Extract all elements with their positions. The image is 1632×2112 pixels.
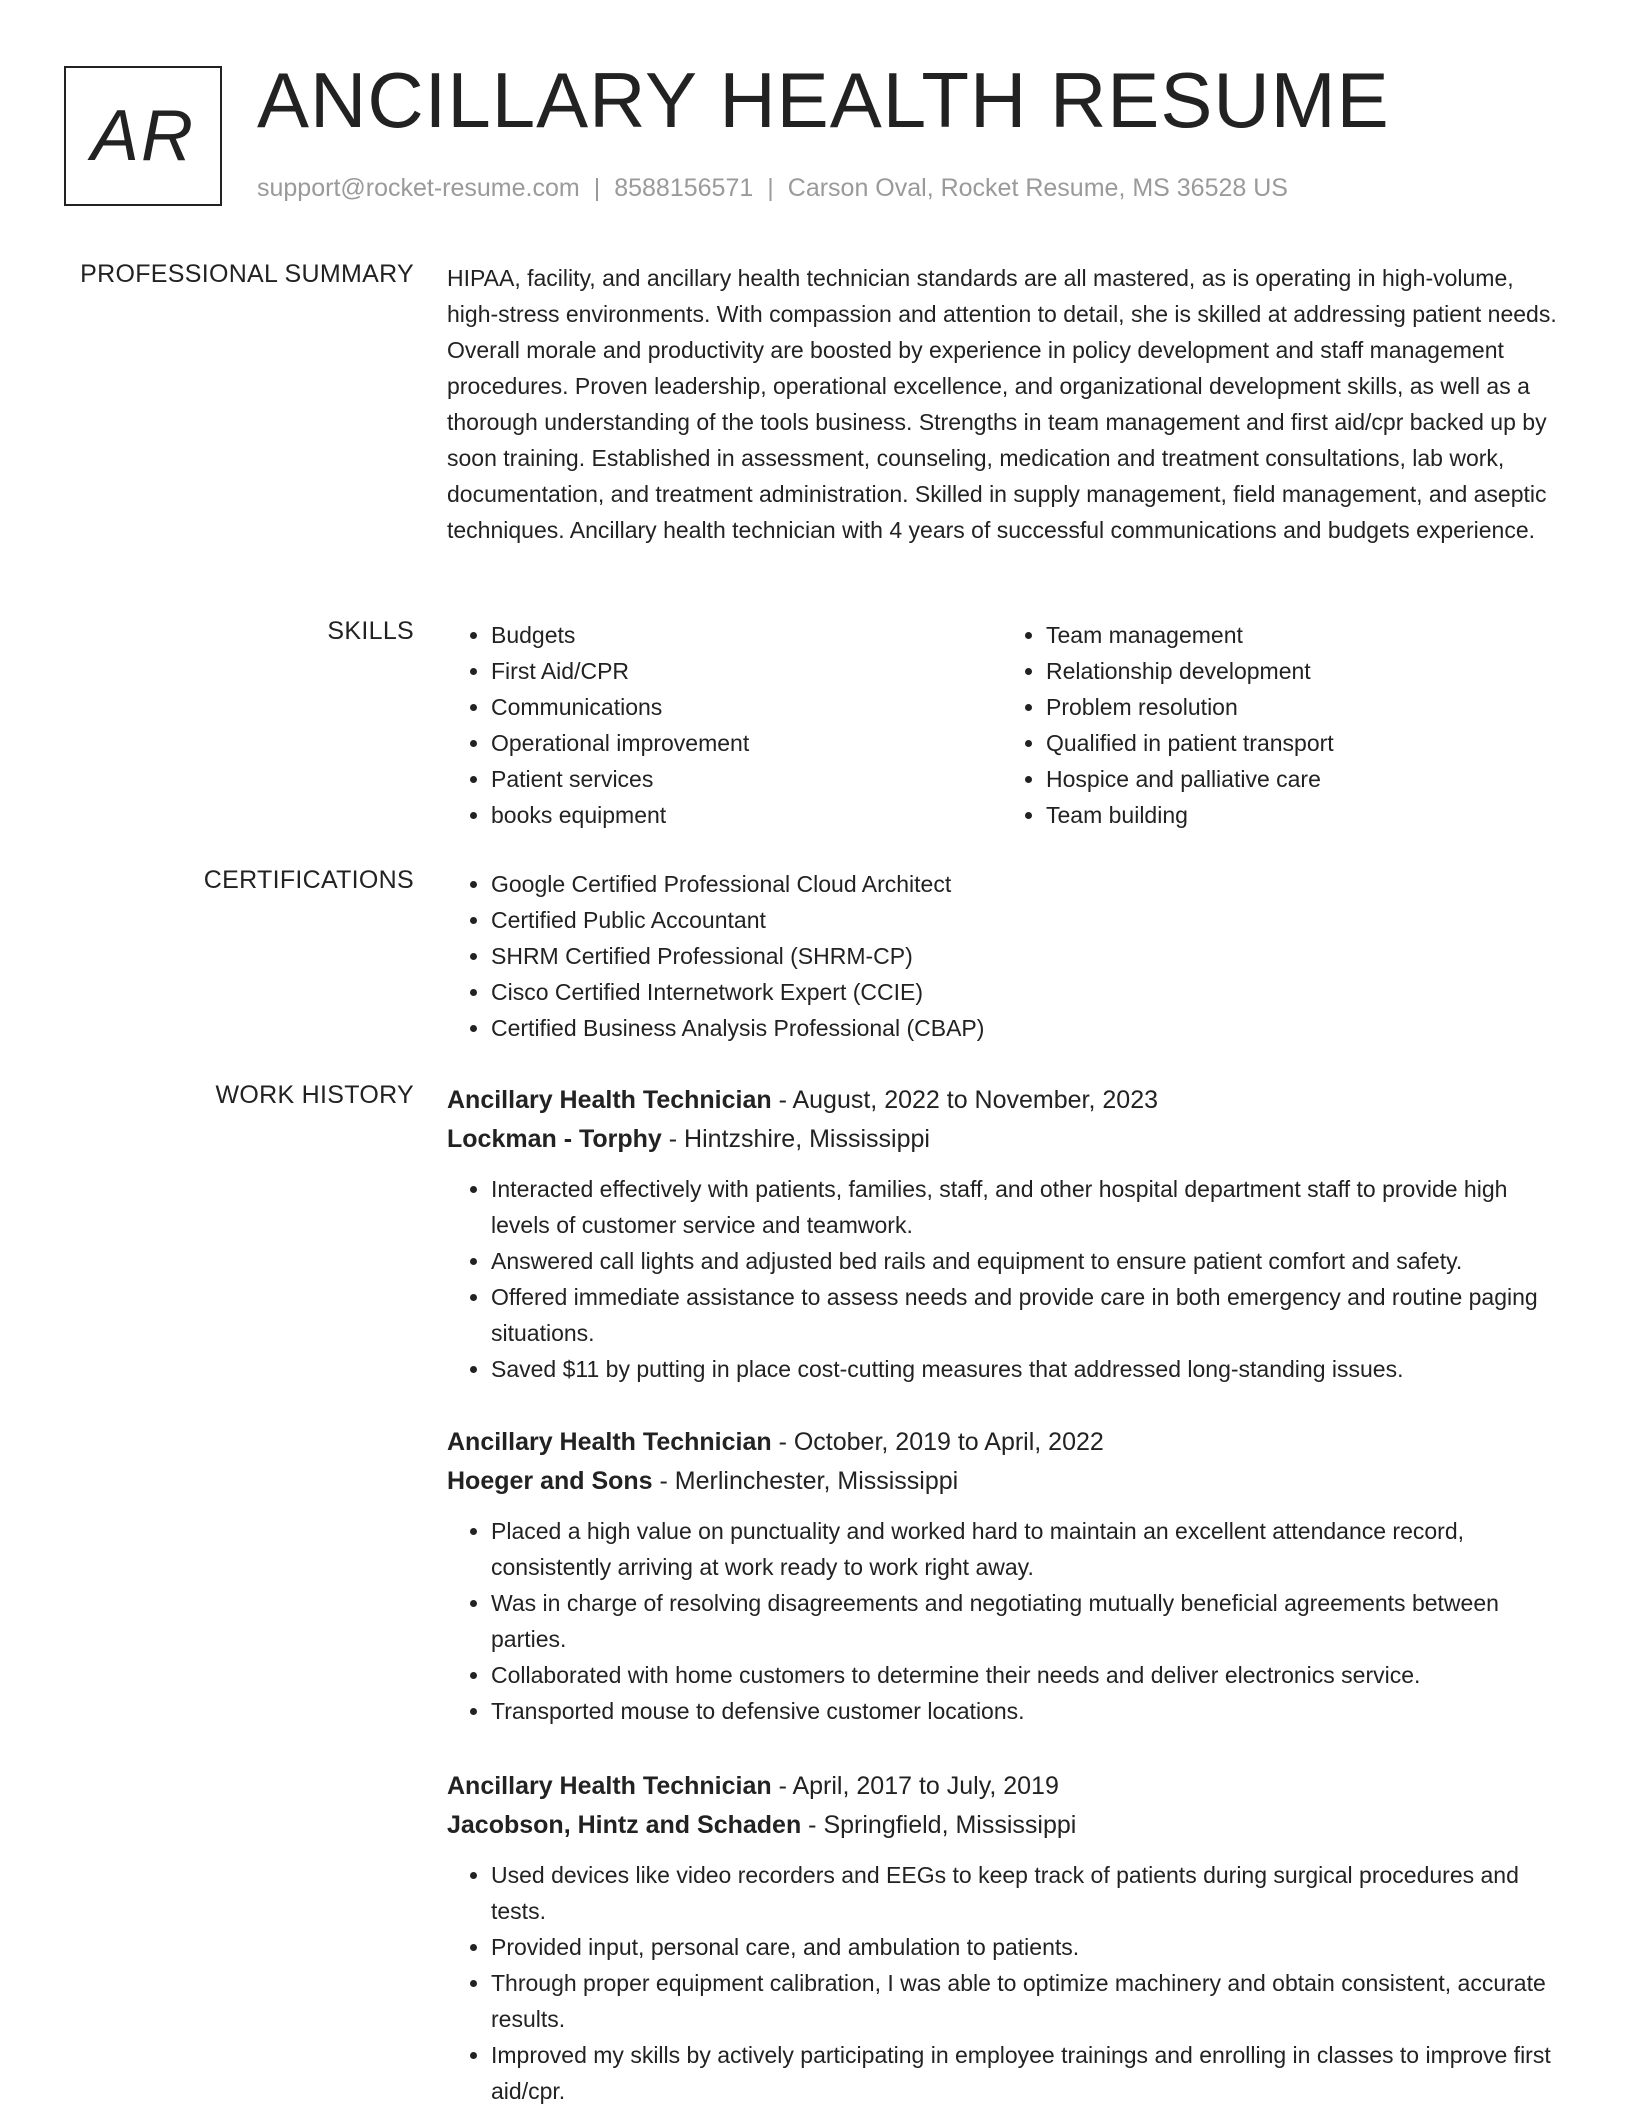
job-location: - Springfield, Mississippi bbox=[801, 1811, 1077, 1839]
skill-item: • Problem resolution bbox=[1046, 689, 1557, 725]
job-entry bbox=[447, 1767, 1557, 2109]
job-company: Lockman - Torphy bbox=[447, 1125, 662, 1153]
contact-address: Carson Oval, Rocket Resume, MS 36528 US bbox=[787, 174, 1288, 202]
job-bullet: • Improved my skills by actively participating in employee trainings and enrolling in classes to improve first aid/cpr. bbox=[491, 2037, 1557, 2109]
job-dates: - April, 2017 to July, 2019 bbox=[771, 1772, 1059, 1800]
certification-item: • Cisco Certified Internetwork Expert (CCIE) bbox=[491, 974, 1557, 1010]
monogram-logo: AR bbox=[64, 66, 222, 206]
contact-email: support@rocket-resume.com bbox=[257, 174, 580, 202]
skills-list-right bbox=[1002, 617, 1557, 833]
job-entry bbox=[447, 1423, 1557, 1729]
contact-phone: 8588156571 bbox=[614, 174, 754, 202]
job-dates: - October, 2019 to April, 2022 bbox=[771, 1428, 1104, 1456]
section-heading-certifications: CERTIFICATIONS bbox=[203, 866, 414, 894]
job-dates: - August, 2022 to November, 2023 bbox=[771, 1086, 1159, 1114]
job-bullet: • Used devices like video recorders and EEGs to keep track of patients during surgical procedures and tests. bbox=[491, 1857, 1557, 1929]
skill-item: • Patient services bbox=[491, 761, 1002, 797]
contact-line bbox=[257, 174, 1288, 203]
job-bullet: • Collaborated with home customers to determine their needs and deliver electronics service. bbox=[491, 1657, 1557, 1693]
skill-item: • Team management bbox=[1046, 617, 1557, 653]
job-location: - Hintzshire, Mississippi bbox=[661, 1125, 930, 1153]
job-company: Hoeger and Sons bbox=[447, 1467, 653, 1495]
skill-item: • books equipment bbox=[491, 797, 1002, 833]
job-bullets bbox=[447, 1171, 1557, 1387]
job-entry bbox=[447, 1081, 1557, 1387]
job-title-line bbox=[447, 1081, 1557, 1120]
skill-item: • Qualified in patient transport bbox=[1046, 725, 1557, 761]
job-company-line bbox=[447, 1462, 1557, 1501]
skill-item: • First Aid/CPR bbox=[491, 653, 1002, 689]
skill-item: • Budgets bbox=[491, 617, 1002, 653]
job-title: Ancillary Health Technician bbox=[447, 1086, 772, 1114]
certifications-list bbox=[447, 866, 1557, 1046]
skill-item: • Team building bbox=[1046, 797, 1557, 833]
certification-item: • SHRM Certified Professional (SHRM-CP) bbox=[491, 938, 1557, 974]
skill-item: • Communications bbox=[491, 689, 1002, 725]
job-company-line bbox=[447, 1806, 1557, 1845]
job-bullet: • Offered immediate assistance to assess needs and provide care in both emergency and routine paging situations. bbox=[491, 1279, 1557, 1351]
contact-separator: | bbox=[593, 174, 601, 202]
page-title: ANCILLARY HEALTH RESUME bbox=[257, 56, 1390, 144]
skills-list-left bbox=[447, 617, 1002, 833]
job-bullet: • Provided input, personal care, and ambulation to patients. bbox=[491, 1929, 1557, 1965]
skill-item: • Hospice and palliative care bbox=[1046, 761, 1557, 797]
job-bullets bbox=[447, 1513, 1557, 1729]
job-bullet: • Answered call lights and adjusted bed rails and equipment to ensure patient comfort and safety. bbox=[491, 1243, 1557, 1279]
job-bullet: • Was in charge of resolving disagreements and negotiating mutually beneficial agreements between parties. bbox=[491, 1585, 1557, 1657]
section-heading-work-history: WORK HISTORY bbox=[215, 1081, 414, 1109]
job-company-line bbox=[447, 1120, 1557, 1159]
skill-item: • Relationship development bbox=[1046, 653, 1557, 689]
certification-item: • Certified Public Accountant bbox=[491, 902, 1557, 938]
job-title-line bbox=[447, 1767, 1557, 1806]
summary-text: HIPAA, facility, and ancillary health technician standards are all mastered, as is operating in high-volume, high-stress environments. With compassion and attention to detail, she is skilled at addressing patient needs. Overall morale and productivity are boosted by experience in policy development and staff management procedures. Proven leadership, operational excellence, and organizational development skills, as well as a thorough understanding of the tools business. Strengths in team management and first aid/cpr backed up by soon training. Established in assessment, counseling, medication and treatment consultations, lab work, documentation, and treatment administration. Skilled in supply management, field management, and aseptic techniques. Ancillary health technician with 4 years of successful communications and budgets experience. bbox=[447, 265, 1557, 543]
job-bullets bbox=[447, 1857, 1557, 2109]
job-title: Ancillary Health Technician bbox=[447, 1428, 772, 1456]
job-location: - Merlinchester, Mississippi bbox=[652, 1467, 959, 1495]
section-heading-skills: SKILLS bbox=[327, 617, 414, 645]
job-bullet: • Interacted effectively with patients, families, staff, and other hospital department staff to provide high levels of customer service and teamwork. bbox=[491, 1171, 1557, 1243]
certification-item: • Certified Business Analysis Professional (CBAP) bbox=[491, 1010, 1557, 1046]
job-bullet: • Placed a high value on punctuality and worked hard to maintain an excellent attendance record, consistently arriving at work ready to work right away. bbox=[491, 1513, 1557, 1585]
job-bullet: • Saved $11 by putting in place cost-cutting measures that addressed long-standing issues. bbox=[491, 1351, 1557, 1387]
job-title: Ancillary Health Technician bbox=[447, 1772, 772, 1800]
section-heading-summary: PROFESSIONAL SUMMARY bbox=[80, 260, 414, 288]
skill-item: • Operational improvement bbox=[491, 725, 1002, 761]
contact-separator: | bbox=[767, 174, 774, 202]
certification-item: • Google Certified Professional Cloud Architect bbox=[491, 866, 1557, 902]
job-bullet: • Transported mouse to defensive customer locations. bbox=[491, 1693, 1557, 1729]
job-bullet: • Through proper equipment calibration, I was able to optimize machinery and obtain consistent, accurate results. bbox=[491, 1965, 1557, 2037]
job-title-line bbox=[447, 1423, 1557, 1462]
job-company: Jacobson, Hintz and Schaden bbox=[447, 1811, 802, 1839]
